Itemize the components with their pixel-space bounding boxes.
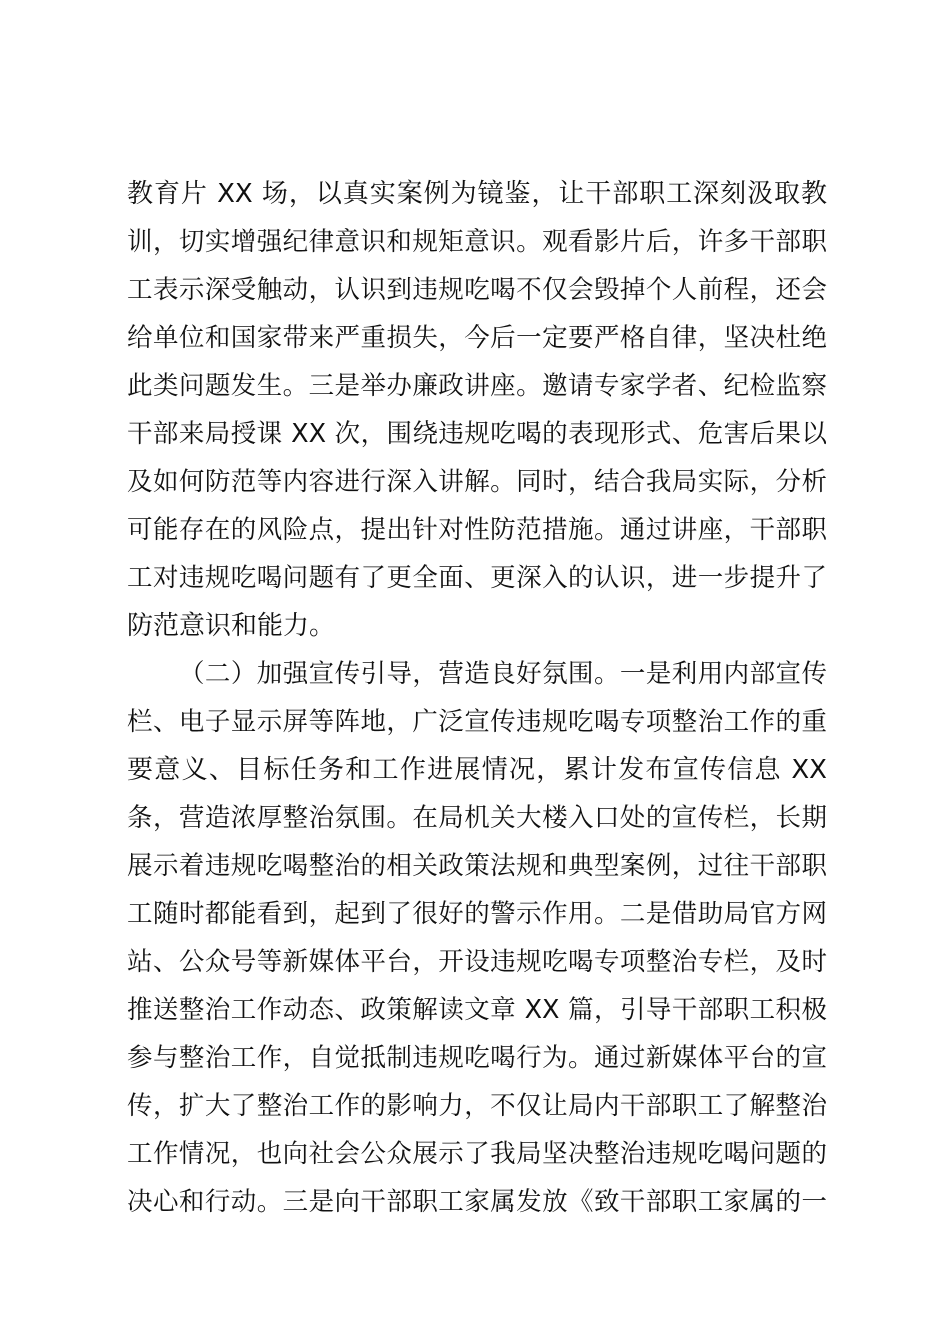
text-line: 要意义、目标任务和工作进展情况，累计发布宣传信息 XX xyxy=(127,755,827,785)
text-line: 工对违规吃喝问题有了更全面、更深入的认识，进一步提升了 xyxy=(127,563,827,593)
text-line: 可能存在的风险点，提出针对性防范措施。通过讲座，干部职 xyxy=(127,515,827,545)
text-line: 栏、电子显示屏等阵地，广泛宣传违规吃喝专项整治工作的重 xyxy=(127,707,827,737)
text-line: 条，营造浓厚整治氛围。在局机关大楼入口处的宣传栏，长期 xyxy=(127,803,827,833)
text-line: 及如何防范等内容进行深入讲解。同时，结合我局实际，分析 xyxy=(127,467,827,497)
text-line: 防范意识和能力。 xyxy=(127,611,336,641)
text-line: 传，扩大了整治工作的影响力，不仅让局内干部职工了解整治 xyxy=(127,1091,827,1121)
text-line: 此类问题发生。三是举办廉政讲座。邀请专家学者、纪检监察 xyxy=(127,371,827,401)
text-line: 工随时都能看到，起到了很好的警示作用。二是借助局官方网 xyxy=(127,899,827,929)
text-line: 站、公众号等新媒体平台，开设违规吃喝专项整治专栏，及时 xyxy=(127,947,827,977)
text-line: 工表示深受触动，认识到违规吃喝不仅会毁掉个人前程，还会 xyxy=(127,275,827,305)
body-text xyxy=(127,170,827,1226)
text-line: 教育片 XX 场，以真实案例为镜鉴，让干部职工深刻汲取教 xyxy=(127,179,827,209)
text-line: 干部来局授课 XX 次，围绕违规吃喝的表现形式、危害后果以 xyxy=(127,419,827,449)
section-heading-line: （二）加强宣传引导，营造良好氛围。一是利用内部宣传 xyxy=(179,659,827,689)
text-line: 决心和行动。三是向干部职工家属发放《致干部职工家属的一 xyxy=(127,1187,827,1217)
text-line: 工作情况，也向社会公众展示了我局坚决整治违规吃喝问题的 xyxy=(127,1139,827,1169)
text-line: 给单位和国家带来严重损失，今后一定要严格自律，坚决杜绝 xyxy=(127,323,827,353)
text-line: 推送整治工作动态、政策解读文章 XX 篇，引导干部职工积极 xyxy=(127,995,827,1025)
text-line: 训，切实增强纪律意识和规矩意识。观看影片后，许多干部职 xyxy=(127,227,827,257)
text-line: 展示着违规吃喝整治的相关政策法规和典型案例，过往干部职 xyxy=(127,851,827,881)
text-line: 参与整治工作，自觉抵制违规吃喝行为。通过新媒体平台的宣 xyxy=(127,1043,827,1073)
